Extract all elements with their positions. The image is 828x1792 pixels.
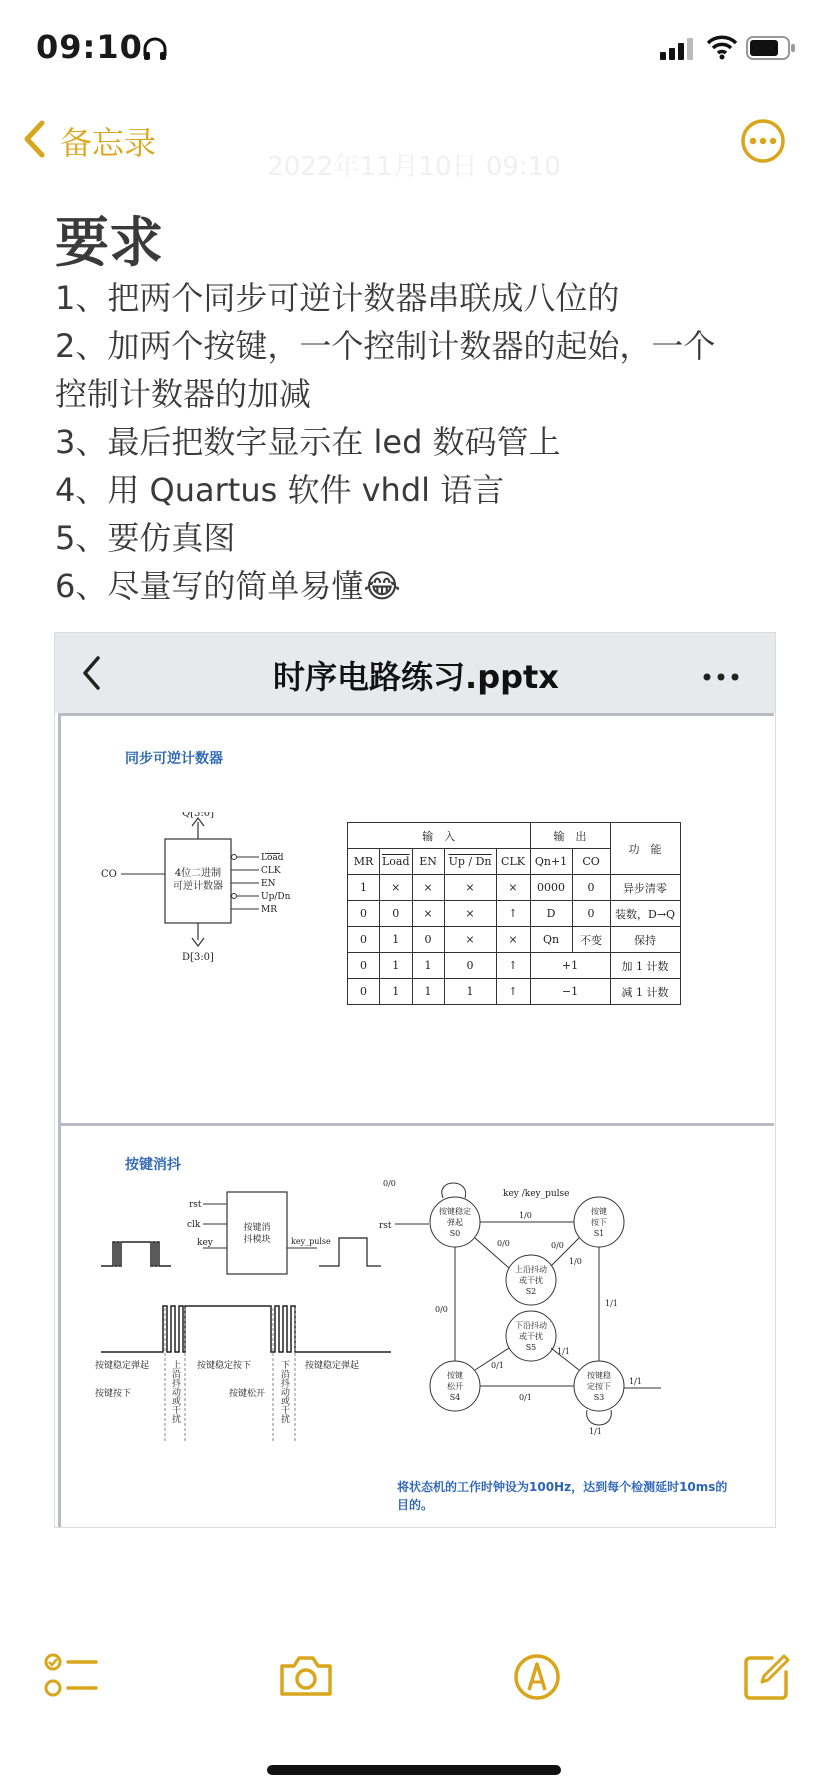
note-line: 3、最后把数字显示在 led 数码管上 (55, 423, 561, 461)
svg-text:key /key_pulse: key /key_pulse (503, 1189, 570, 1199)
svg-text:按键稳定弹起: 按键稳定弹起 (305, 1361, 360, 1371)
svg-text:1/1: 1/1 (629, 1377, 642, 1386)
note-line: 1、把两个同步可逆计数器串联成八位的 (55, 279, 620, 317)
header-function: 功 能 (610, 823, 680, 875)
table-row: 1 × × × × 0000 0 异步清零 (348, 875, 681, 901)
svg-text:0/0: 0/0 (435, 1305, 448, 1314)
slide-heading: 按键消抖 (125, 1157, 181, 1173)
svg-text:key: key (197, 1238, 213, 1248)
svg-text:1/1: 1/1 (605, 1299, 618, 1308)
svg-text:S5: S5 (525, 1343, 537, 1352)
svg-text:1/0: 1/0 (519, 1211, 532, 1220)
battery-icon (746, 36, 796, 64)
wifi-icon (706, 34, 738, 64)
svg-text:定按下: 定按下 (587, 1382, 611, 1391)
svg-text:按键稳定按下: 按键稳定按下 (197, 1361, 252, 1371)
note-line: 2、加两个按键，一个控制计数器的起始，一个 (55, 327, 716, 365)
slide-heading: 同步可逆计数器 (125, 751, 223, 767)
headphone-icon (142, 36, 168, 66)
svg-text:0/1: 0/1 (519, 1393, 532, 1402)
svg-text:按下: 按下 (591, 1218, 607, 1227)
svg-text:S1: S1 (593, 1229, 605, 1238)
svg-text:0/1: 0/1 (491, 1361, 504, 1370)
checklist-icon (44, 1685, 98, 1704)
back-label: 备忘录 (60, 124, 157, 162)
svg-text:rst: rst (189, 1200, 202, 1210)
camera-button[interactable] (278, 1652, 334, 1704)
svg-text:按键稳定: 按键稳定 (439, 1207, 471, 1216)
svg-text:按键松开: 按键松开 (229, 1389, 266, 1399)
pin-load: Load (261, 853, 284, 863)
svg-text:0/0: 0/0 (497, 1239, 510, 1248)
svg-text:上沿抖动或干扰: 上沿抖动或干扰 (170, 1360, 180, 1423)
home-indicator[interactable] (267, 1765, 561, 1775)
cellular-signal-icon (660, 38, 694, 64)
table-row: 0 1 0 × × Qn 不变 保持 (348, 927, 681, 953)
ellipsis-icon (701, 667, 741, 686)
svg-text:或干扰: 或干扰 (519, 1332, 543, 1341)
col-co: CO (572, 849, 610, 875)
col-q: Qn+1 (530, 849, 572, 875)
markup-button[interactable] (512, 1652, 562, 1706)
slide-counter (58, 713, 774, 1123)
counter-symbol (91, 812, 301, 986)
svg-text:或干扰: 或干扰 (519, 1276, 543, 1285)
note-line: 6、尽量写的简单易懂😂 (55, 567, 401, 605)
debounce-label-1: 按键消 (243, 1223, 271, 1233)
col-clk: CLK (496, 849, 530, 875)
svg-text:上沿抖动: 上沿抖动 (515, 1265, 547, 1274)
checklist-button[interactable] (44, 1652, 98, 1704)
note-line: 5、要仿真图 (55, 519, 236, 557)
left-pin-label: CO (101, 869, 117, 880)
counter-label-1: 4位二进制 (174, 868, 222, 879)
svg-text:S0: S0 (449, 1229, 461, 1238)
attachment-header (55, 633, 776, 713)
svg-text:按键: 按键 (447, 1371, 463, 1380)
note-line: 4、用 Quartus 软件 vhdl 语言 (55, 471, 505, 509)
svg-text:0/0: 0/0 (383, 1179, 396, 1188)
pin-updn: Up/Dn (261, 892, 291, 902)
svg-text:按键稳: 按键稳 (587, 1371, 611, 1380)
fsm-caption: 将状态机的工作时钟设为100Hz，达到每个检测延时10ms的目的。 (397, 1480, 728, 1512)
note-date: 2022年11月10日 09:10 (267, 152, 561, 182)
svg-text:按键: 按键 (591, 1207, 607, 1216)
debounce-diagram (91, 1182, 391, 1476)
attachment-title: 时序电路练习.pptx (273, 658, 559, 696)
table-row: 0 1 1 1 ↑ −1 减 1 计数 (348, 979, 681, 1005)
note-line: 控制计数器的加减 (55, 375, 312, 413)
svg-text:按键稳定弹起: 按键稳定弹起 (95, 1361, 150, 1371)
ellipsis-circle-icon (740, 149, 786, 168)
pin-clk: CLK (261, 866, 281, 876)
svg-text:rst: rst (379, 1221, 392, 1231)
svg-text:1/1: 1/1 (557, 1347, 570, 1356)
note-title[interactable]: 要求 (55, 211, 163, 274)
compose-button[interactable] (742, 1652, 792, 1706)
header-input: 输 入 (348, 823, 531, 849)
more-options-button[interactable] (740, 118, 786, 168)
svg-text:clk: clk (187, 1220, 201, 1230)
svg-text:0/0: 0/0 (551, 1241, 564, 1250)
counter-label-2: 可逆计数器 (173, 881, 223, 892)
table-row: 0 1 1 0 ↑ +1 加 1 计数 (348, 953, 681, 979)
camera-icon (278, 1685, 334, 1704)
bottom-pin-label: D[3:0] (182, 952, 214, 963)
svg-text:S4: S4 (449, 1393, 461, 1402)
pen-tip-circle-icon (512, 1687, 562, 1706)
svg-text:1/0: 1/0 (569, 1257, 582, 1266)
truth-table (347, 822, 681, 1005)
state-machine-diagram (379, 1176, 669, 1442)
svg-text:1/1: 1/1 (589, 1427, 602, 1436)
svg-text:S2: S2 (525, 1287, 537, 1296)
top-pin-label: Q[3:0] (181, 812, 215, 819)
col-load: Load (380, 849, 413, 875)
compose-icon (742, 1687, 792, 1706)
table-row: 0 0 × × ↑ D 0 装数，D→Q (348, 901, 681, 927)
slide-debounce (58, 1123, 774, 1528)
pin-en: EN (261, 879, 276, 889)
svg-text:下沿抖动或干扰: 下沿抖动或干扰 (279, 1360, 289, 1423)
status-time: 09:10 (36, 28, 143, 66)
status-bar (0, 0, 828, 100)
svg-text:下沿抖动: 下沿抖动 (515, 1321, 547, 1330)
svg-text:按键按下: 按键按下 (95, 1389, 132, 1399)
pin-mr: MR (261, 905, 277, 915)
col-updn: Up / Dn (444, 849, 496, 875)
svg-text:松开: 松开 (447, 1382, 463, 1391)
svg-text:弹起: 弹起 (447, 1218, 463, 1227)
header-output: 输 出 (530, 823, 610, 849)
col-mr: MR (348, 849, 380, 875)
col-en: EN (412, 849, 444, 875)
attached-screenshot[interactable] (54, 632, 776, 1528)
svg-text:key_pulse: key_pulse (291, 1237, 331, 1246)
svg-text:S3: S3 (593, 1393, 605, 1402)
debounce-label-2: 抖模块 (243, 1235, 271, 1245)
note-body[interactable] (55, 274, 785, 610)
